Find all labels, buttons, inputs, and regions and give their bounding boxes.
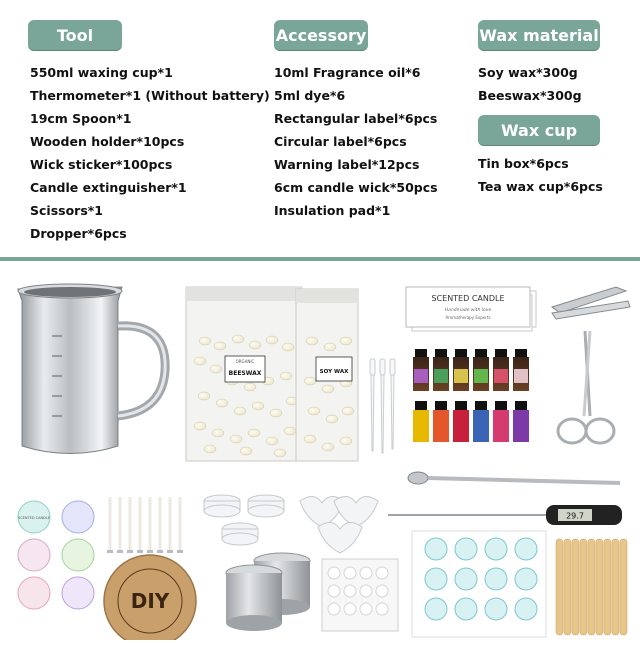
accessory-item: 5ml dye*6 xyxy=(274,88,346,103)
scented-card-title: SCENTED CANDLE xyxy=(431,294,505,303)
accessory-list xyxy=(274,61,438,222)
spoon xyxy=(408,472,620,484)
color-dyes xyxy=(413,401,529,442)
tool-item: Scissors*1 xyxy=(30,203,104,218)
candle-tongs xyxy=(552,287,630,319)
coaster-text: DIY xyxy=(130,589,170,613)
waxing-pitcher xyxy=(18,284,165,454)
droppers xyxy=(370,359,395,453)
wax-cup-header: Wax cup xyxy=(478,115,600,145)
accessory-header: Accessory xyxy=(274,20,368,50)
wooden-holders xyxy=(556,539,627,635)
warning-labels xyxy=(412,531,546,637)
wax-cup-list xyxy=(478,152,603,198)
tool-header: Tool xyxy=(28,20,122,50)
accessory-item: Insulation pad*1 xyxy=(274,203,391,218)
beeswax-bag xyxy=(186,287,302,461)
soy-wax-bag xyxy=(296,289,358,461)
wick-sticker-sheet xyxy=(322,559,398,631)
accessory-item: Circular label*6pcs xyxy=(274,134,407,149)
tin-boxes xyxy=(226,553,310,631)
thermometer xyxy=(388,505,622,525)
scissors xyxy=(558,331,614,443)
scented-card-sub2: Aromatherapy Experts xyxy=(445,315,491,320)
wax-material-item: Soy wax*300g xyxy=(478,65,578,80)
candle-wicks xyxy=(110,497,180,551)
round-label-text: SCENTED CANDLE xyxy=(18,516,50,520)
fragrance-oils xyxy=(413,349,529,391)
tool-item: 550ml waxing cup*1 xyxy=(30,65,173,80)
tool-list xyxy=(30,61,270,245)
wax-material-list xyxy=(478,61,582,107)
scented-card-sub: Handmade with love xyxy=(444,308,492,313)
accessory-item: Rectangular label*6pcs xyxy=(274,111,438,126)
accessory-item: 6cm candle wick*50pcs xyxy=(274,180,438,195)
thermometer-reading: 29.7 xyxy=(566,511,584,521)
heart-cups xyxy=(300,496,378,553)
tool-item: Dropper*6pcs xyxy=(30,226,127,241)
product-photo xyxy=(0,261,640,640)
product-illustration xyxy=(0,261,640,640)
tool-item: Wooden holder*10pcs xyxy=(30,134,185,149)
tool-item: 19cm Spoon*1 xyxy=(30,111,132,126)
tool-item: Thermometer*1 (Without battery) xyxy=(30,88,270,103)
accessory-item: 10ml Fragrance oil*6 xyxy=(274,65,421,80)
cork-coaster xyxy=(104,555,196,640)
circular-labels xyxy=(18,501,94,609)
tea-wax-cups xyxy=(204,495,284,545)
tool-item: Candle extinguisher*1 xyxy=(30,180,187,195)
wick-tabs xyxy=(107,550,183,553)
bag-small-label: ORGANIC xyxy=(235,359,255,364)
wax-cup-item: Tea wax cup*6pcs xyxy=(478,179,603,194)
tool-item: Wick sticker*100pcs xyxy=(30,157,173,172)
accessory-item: Warning label*12pcs xyxy=(274,157,420,172)
beeswax-bag-label: BEESWAX xyxy=(228,370,262,377)
wax-material-item: Beeswax*300g xyxy=(478,88,582,103)
wax-material-header: Wax material xyxy=(478,20,600,50)
soy-bag-label: SOY WAX xyxy=(319,369,349,375)
scented-candle-cards xyxy=(406,287,536,331)
wax-cup-item: Tin box*6pcs xyxy=(478,156,569,171)
